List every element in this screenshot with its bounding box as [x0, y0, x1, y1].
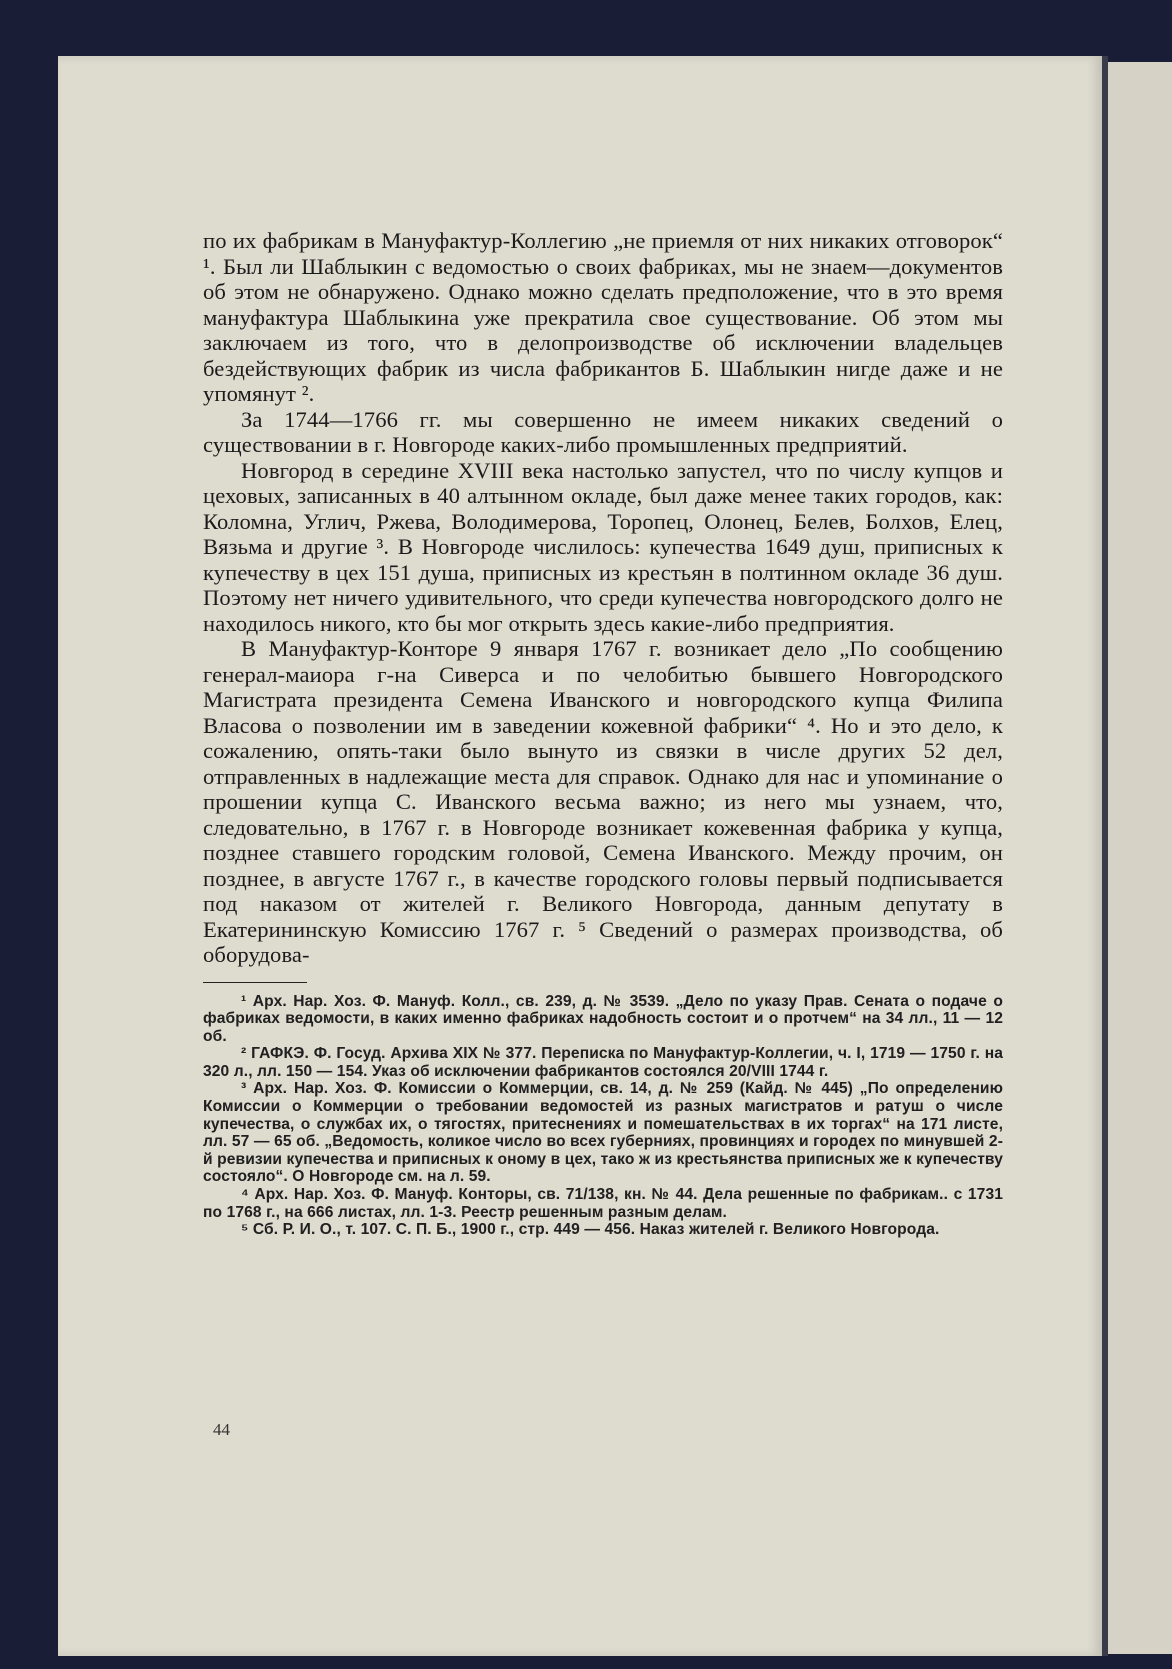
paragraph-4: В Мануфактур-Конторе 9 января 1767 г. возникает дело „По сообщению генерал-маиора г-на Сиверса и по челобитью бывшего Новгородского Магистрата президента Семена Иванского и новгородского купца Филипа Власова о позволении им в заведении кожевной фабрики“ ⁴. Но и это дело, к сожалению, опять-таки было вынуто из связки в числе других 52 дел, отправленных в надлежащие места для справок. Однако для нас и упоминание о прошении купца С. Иванского весьма важно; из него мы узнаем, что, следовательно, в 1767 г. в Новгороде возникает кожевенная фабрика у купца, позднее ставшего городским головой, Семена Иванского. Между прочим, он позднее, в августе 1767 г., в качестве городского головы первый подписывается под наказом от жителей г. Великого Новгорода, данным депутату в Екатерининскую Комиссию 1767 г. ⁵ Сведений о размерах производства, об оборудова- — [203, 636, 1003, 967]
footnote-separator — [203, 982, 307, 983]
footnote-3: ³ Арх. Нар. Хоз. Ф. Комиссии о Коммерции, св. 14, д. № 259 (Кайд. № 445) „По определению Комиссии о Коммерции о требовании ведомостей из разных магистратов и ратуш о числе купечества, о службах их, о тягостях, притеснениях и помешательствах в их торгах“ на 171 листе, лл. 57 — 65 об. „Ведомость, коликое число во всех губерниях, провинциях и городех по минувшей 2-й ревизии купечества и приписных к оному в цех, тако ж из крестьянства приписных же к купечеству состояло“. О Новгороде см. на л. 59. — [203, 1080, 1003, 1186]
page-text — [203, 228, 1003, 1239]
footnote-1: ¹ Арх. Нар. Хоз. Ф. Мануф. Колл., св. 239, д. № 3539. „Дело по указу Прав. Сената о подаче о фабриках ведомости, в каких именно фабриках надобность состоит и о протчем“ на 34 лл., 11 — 12 об. — [203, 992, 1003, 1045]
main-text — [203, 228, 1003, 968]
facing-page-edge — [1108, 62, 1172, 1654]
footnote-4: ⁴ Арх. Нар. Хоз. Ф. Мануф. Конторы, св. 71/138, кн. № 44. Дела решенные по фабрикам.. с 1731 по 1768 г., на 666 листах, лл. 1-3. Реестр решенным разным делам. — [203, 1186, 1003, 1221]
footnote-5: ⁵ Сб. Р. И. О., т. 107. С. П. Б., 1900 г., стр. 449 — 456. Наказ жителей г. Великого Новгорода. — [241, 1221, 940, 1239]
paragraph-2: За 1744—1766 гг. мы совершенно не имеем никаких сведений о существовании в г. Новгороде каких-либо промышленных предприятий. — [203, 406, 1003, 457]
footnote-2: ² ГАФКЭ. Ф. Госуд. Архива XIX № 377. Переписка по Мануфактур-Коллегии, ч. I, 1719 — 1750 г. на 320 л., лл. 150 — 154. Указ об исключении фабрикантов состоялся 20/VIII 1744 г. — [203, 1045, 1003, 1080]
footnotes — [203, 993, 1003, 1239]
page-number: 44 — [213, 1420, 230, 1439]
paragraph-1: по их фабрикам в Мануфактур-Коллегию „не приемля от них никаких отговорок“ ¹. Был ли Шаблыкин с ведомостью о своих фабриках, мы не знаем—документов об этом не обнаружено. Однако можно сделать предположение, что в это время мануфактура Шаблыкина уже прекратила свое существование. Об этом мы заключаем из того, что в делопроизводстве об исключении владельцев бездействующих фабрик из числа фабрикантов Б. Шаблыкин нигде даже и не упомянут ². — [203, 228, 1003, 406]
paragraph-3: Новгород в середине XVIII века настолько запустел, что по числу купцов и цеховых, записанных в 40 алтынном окладе, был даже менее таких городов, как: Коломна, Углич, Ржева, Володимерова, Торопец, Олонец, Белев, Болхов, Елец, Вязьма и другие ³. В Новгороде числилось: купечества 1649 душ, приписных к купечеству в цех 151 душа, приписных из крестьян в полтинном окладе 36 душ. Поэтому нет ничего удивительного, что среди купечества новгородского долго не находилось никого, кто бы мог открыть здесь какие-либо предприятия. — [203, 457, 1003, 636]
